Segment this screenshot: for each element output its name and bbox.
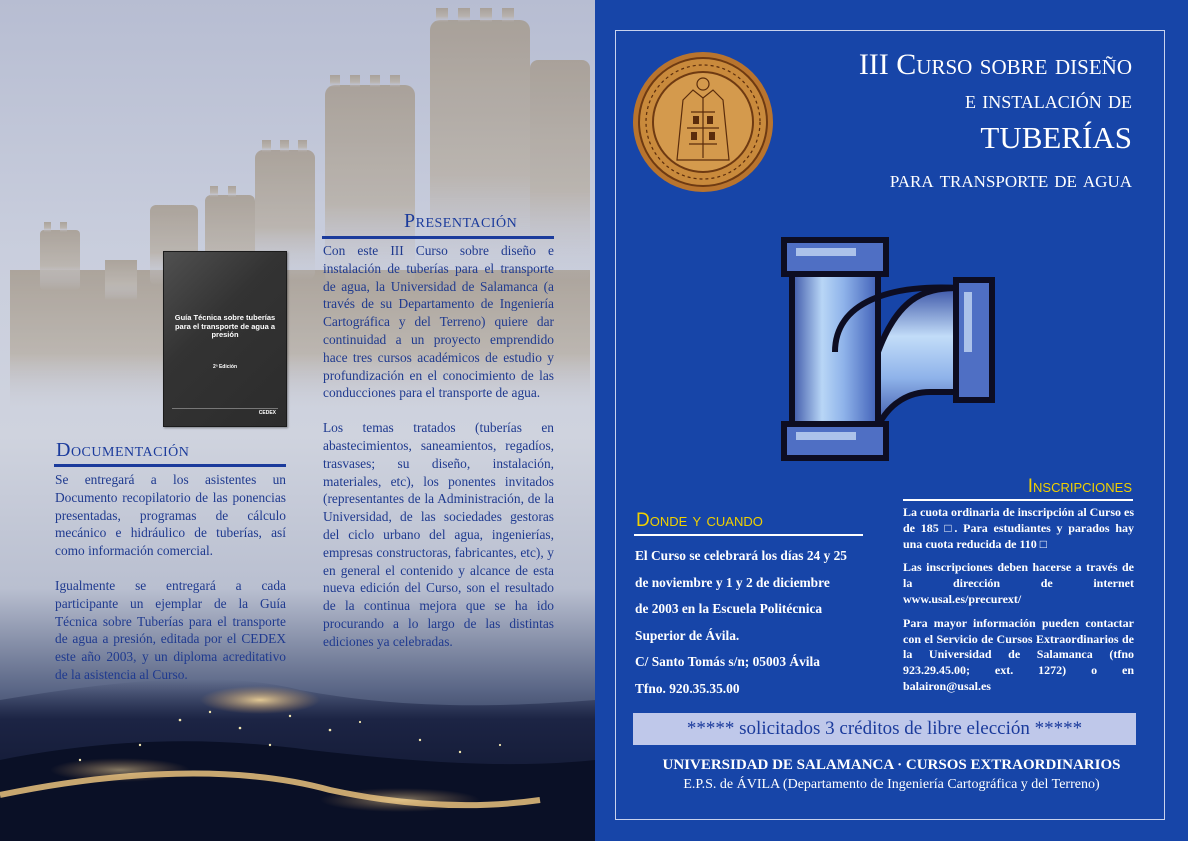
- title-line-2: e instalación de: [964, 87, 1132, 114]
- inscripciones-paragraph: La cuota ordinaria de inscripción al Curso es de 185 □. Para estudiantes y parados hay una cuota reducida de 110 □: [903, 505, 1135, 551]
- presentacion-heading: Presentación: [404, 210, 518, 232]
- donde-line: de noviembre y 1 y 2 de diciembre: [635, 574, 830, 590]
- book-edition: 2ª Edición: [212, 364, 238, 370]
- documentacion-paragraph: Se entregará a los asistentes un Documento recopilatorio de las ponencias presentadas, programas de cálculo mecánico e hidráulico de tuberías, así como información comercial.: [55, 472, 286, 559]
- donde-rule: [634, 534, 863, 536]
- title-line-1: III Curso sobre diseño: [858, 48, 1132, 81]
- inscripciones-paragraph: Para mayor información pueden contactar con el Servicio de Cursos Extraordinarios de la Universidad de Salamanca (tfno 923.29.45.00; ext. 1272) o en balairon@usal.es: [903, 615, 1134, 693]
- documentacion-paragraph: Igualmente se entregará a cada participante un ejemplar de la Guía Técnica sobre Tuberías para el transporte de agua a presión, editada por el CEDEX este año 2003, y un diploma acreditativo de la asistencia al Curso.: [55, 577, 286, 682]
- title-line-4: para transporte de agua: [889, 167, 1132, 193]
- inscripciones-paragraph: Las inscripciones deben hacerse a través de la dirección de internet www.usal.es/precurext/: [903, 560, 1134, 606]
- donde-line: C/ Santo Tomás s/n; 05003 Ávila: [635, 654, 820, 669]
- donde-body: [635, 543, 875, 702]
- donde-heading: Donde y cuando: [636, 510, 763, 531]
- creditos-banner: ***** solicitados 3 créditos de libre elección *****: [633, 713, 1136, 745]
- inscripciones-body: [903, 505, 1134, 695]
- presentacion-paragraph: Con este III Curso sobre diseño e instalación de tuberías para el transporte de agua, la Universidad de Salamanca (a través de su Departamento de Ingeniería Cartográfica y del Terreno) quiere dar continuidad a un proyecto emprendido hace tres cursos académicos de estudio y profundización en el conocimiento de las conducciones para el transporte de agua.: [323, 243, 554, 401]
- presentacion-paragraph: Los temas tratados (tuberías en abastecimientos, saneamientos, regadíos, trasvases; su diseño, instalación, materiales, etc), los ponentes invitados (representantes de la Administración, de la Universidad, de las sociedades gestoras del ciclo urbano del agua, ingenierías, empresas constructoras, fabricantes, etc), y en general el contenido y alcance de esta nueva edición del Curso, son el resultado de la continua mejora que se ha ido procurando a lo largo de las distintas ediciones ya celebradas.: [323, 420, 554, 649]
- documentacion-heading: Documentación: [56, 439, 190, 461]
- book-title: Guía Técnica sobre tuberías para el transporte de agua a presión: [174, 313, 276, 339]
- inscripciones-heading: Inscripciones: [1027, 476, 1132, 497]
- donde-line: Superior de Ávila.: [635, 627, 740, 643]
- documentacion-body: [55, 471, 286, 684]
- presentacion-rule: [322, 236, 554, 239]
- book-publisher: CEDEX: [258, 410, 276, 416]
- university-seal-icon: [631, 50, 775, 194]
- footer-department: E.P.S. de ÁVILA (Departamento de Ingeniería Cartográfica y del Terreno): [683, 777, 1100, 792]
- donde-line: Tfno. 920.35.35.00: [635, 680, 740, 696]
- guide-book-cover: [163, 251, 287, 427]
- donde-line: de 2003 en la Escuela Politécnica: [635, 601, 823, 616]
- title-line-3: TUBERÍAS: [980, 120, 1132, 155]
- footer-university: UNIVERSIDAD DE SALAMANCA · CURSOS EXTRAORDINARIOS: [662, 757, 1121, 773]
- documentacion-rule: [54, 464, 286, 467]
- inscripciones-rule: [903, 499, 1133, 501]
- right-panel: [595, 0, 1188, 841]
- pipe-elbow-icon: [780, 232, 1000, 462]
- donde-line: El Curso se celebrará los días 24 y 25: [635, 548, 848, 563]
- presentacion-body: [323, 242, 554, 651]
